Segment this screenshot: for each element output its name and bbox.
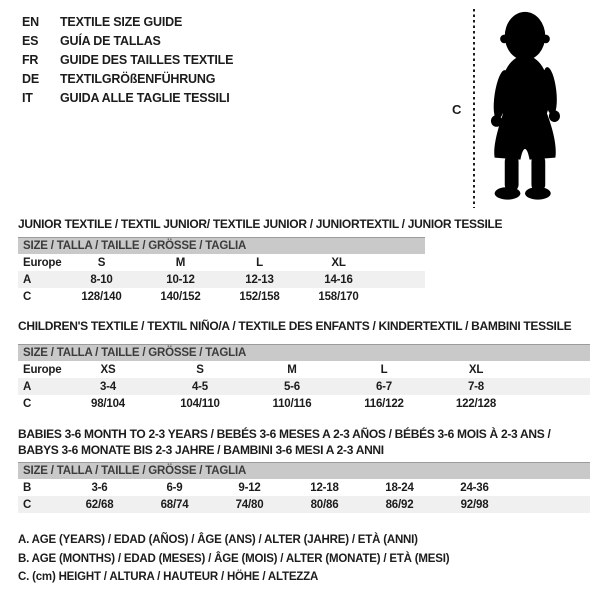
row-label: C <box>18 496 62 513</box>
footnote-a: A. AGE (YEARS) / EDAD (AÑOS) / ÂGE (ANS) / ALTER (JAHRE) / ETÀ (ANNI) <box>18 534 418 546</box>
filler-cell <box>378 271 425 288</box>
language-code: IT <box>22 91 33 105</box>
footnote-c: C. (cm) HEIGHT / ALTURA / HAUTEUR / HÖHE / ALTEZZA <box>18 571 319 583</box>
size-cell: 74/80 <box>212 496 287 513</box>
size-cell: 80/86 <box>287 496 362 513</box>
babies-section-title <box>18 426 550 458</box>
size-cell: S <box>196 363 204 376</box>
language-code: FR <box>22 53 39 67</box>
size-cell: 3-6 <box>91 481 108 494</box>
size-cell: 6-9 <box>166 481 183 494</box>
size-cell: 3-4 <box>62 378 154 395</box>
language-label: GUIDA ALLE TAGLIE TESSILI <box>60 91 230 105</box>
language-label: TEXTILGRÖßENFÜHRUNG <box>60 72 216 86</box>
size-cell: 86/92 <box>362 496 437 513</box>
size-cell: 104/110 <box>180 397 220 410</box>
row-label: Europe <box>23 363 62 376</box>
junior-section-title: JUNIOR TEXTILE / TEXTIL JUNIOR/ TEXTILE JUNIOR / JUNIORTEXTIL / JUNIOR TESSILE <box>18 217 503 231</box>
language-list <box>22 13 233 108</box>
size-cell: XL <box>468 363 484 376</box>
size-header-bar: SIZE / TALLA / TAILLE / GRÖSSE / TAGLIA <box>18 345 590 362</box>
size-cell: XS <box>100 363 116 376</box>
children-section-title: CHILDREN'S TEXTILE / TEXTIL NIÑO/A / TEXTILE DES ENFANTS / KINDERTEXTIL / BAMBINI TESSILE <box>18 319 572 333</box>
junior-size-table <box>18 237 425 305</box>
size-cell: 128/140 <box>81 290 122 303</box>
babies-size-table <box>18 462 590 513</box>
table-header-row <box>18 463 590 480</box>
table-header-row <box>18 345 590 362</box>
size-cell: L <box>380 363 388 376</box>
filler-cell <box>512 479 590 496</box>
size-cell: 122/128 <box>455 397 497 410</box>
size-cell: XL <box>331 256 346 269</box>
size-cell: 110/116 <box>272 397 312 410</box>
filler-cell <box>378 254 425 271</box>
language-label: TEXTILE SIZE GUIDE <box>60 15 183 29</box>
babies-title-line-1: BABIES 3-6 MONTH TO 2-3 YEARS / BEBÉS 3-6 MESES A 2-3 AÑOS / BÉBÉS 3-6 MOIS À 2-3 ANS / <box>18 427 551 441</box>
size-cell: 4-5 <box>154 378 246 395</box>
language-code: EN <box>22 15 39 29</box>
language-code: DE <box>22 72 39 86</box>
size-header-bar: SIZE / TALLA / TAILLE / GRÖSSE / TAGLIA <box>18 238 425 255</box>
language-row-fr <box>22 51 233 70</box>
row-label: A <box>18 378 62 395</box>
size-cell: 12-13 <box>220 271 299 288</box>
row-label: C <box>23 290 32 303</box>
table-row-age <box>18 271 425 288</box>
height-dashed-line <box>473 9 475 208</box>
language-row-es <box>22 32 233 51</box>
height-label-c: C <box>452 102 462 117</box>
language-row-en <box>22 13 233 32</box>
table-row-height <box>18 288 425 305</box>
size-cell: 24-36 <box>460 481 489 494</box>
size-cell: M <box>287 363 297 376</box>
size-cell: 98/104 <box>91 397 125 410</box>
size-cell: 10-12 <box>141 271 220 288</box>
size-cell: L <box>256 256 263 269</box>
row-label: Europe <box>23 256 62 269</box>
size-cell: 6-7 <box>338 378 430 395</box>
language-row-it <box>22 89 233 108</box>
size-cell: 7-8 <box>430 378 522 395</box>
language-label: GUIDE DES TAILLES TEXTILE <box>60 53 234 67</box>
size-cell: 18-24 <box>385 481 414 494</box>
babies-title-line-2: BABYS 3-6 MONATE BIS 2-3 JAHRE / BAMBINI 3-6 MESI A 2-3 ANNI <box>18 443 384 457</box>
filler-cell <box>522 378 590 395</box>
size-cell: 68/74 <box>137 496 212 513</box>
table-row-europe <box>18 361 590 378</box>
size-cell: 5-6 <box>246 378 338 395</box>
children-size-table <box>18 344 590 412</box>
size-cell: 158/170 <box>318 290 359 303</box>
size-cell: 9-12 <box>238 481 261 494</box>
row-label: C <box>23 397 32 410</box>
table-row-height <box>18 496 590 513</box>
size-cell: 140/152 <box>160 290 201 303</box>
language-row-de <box>22 70 233 89</box>
size-cell: M <box>175 256 186 269</box>
table-row-age-months <box>18 479 590 496</box>
table-row-europe <box>18 254 425 271</box>
table-row-age <box>18 378 590 395</box>
size-cell: 62/68 <box>62 496 137 513</box>
filler-cell <box>522 395 590 412</box>
size-cell: S <box>97 256 106 269</box>
table-row-height <box>18 395 590 412</box>
row-label: B <box>23 481 32 494</box>
language-label: GUÍA DE TALLAS <box>60 34 161 48</box>
size-cell: 116/122 <box>364 397 404 410</box>
size-header-bar: SIZE / TALLA / TAILLE / GRÖSSE / TAGLIA <box>18 463 590 480</box>
size-cell: 152/158 <box>239 290 280 303</box>
filler-cell <box>378 288 425 305</box>
footnotes <box>18 531 449 587</box>
size-cell: 8-10 <box>62 271 141 288</box>
row-label: A <box>18 271 62 288</box>
filler-cell <box>522 361 590 378</box>
language-code: ES <box>22 34 39 48</box>
table-header-row <box>18 238 425 255</box>
baby-silhouette-icon <box>479 10 571 203</box>
size-cell: 12-18 <box>310 481 339 494</box>
size-cell: 14-16 <box>299 271 378 288</box>
filler-cell <box>512 496 590 513</box>
footnote-b: B. AGE (MONTHS) / EDAD (MESES) / ÂGE (MOIS) / ALTER (MONATE) / ETÀ (MESI) <box>18 552 450 565</box>
size-cell: 92/98 <box>437 496 512 513</box>
